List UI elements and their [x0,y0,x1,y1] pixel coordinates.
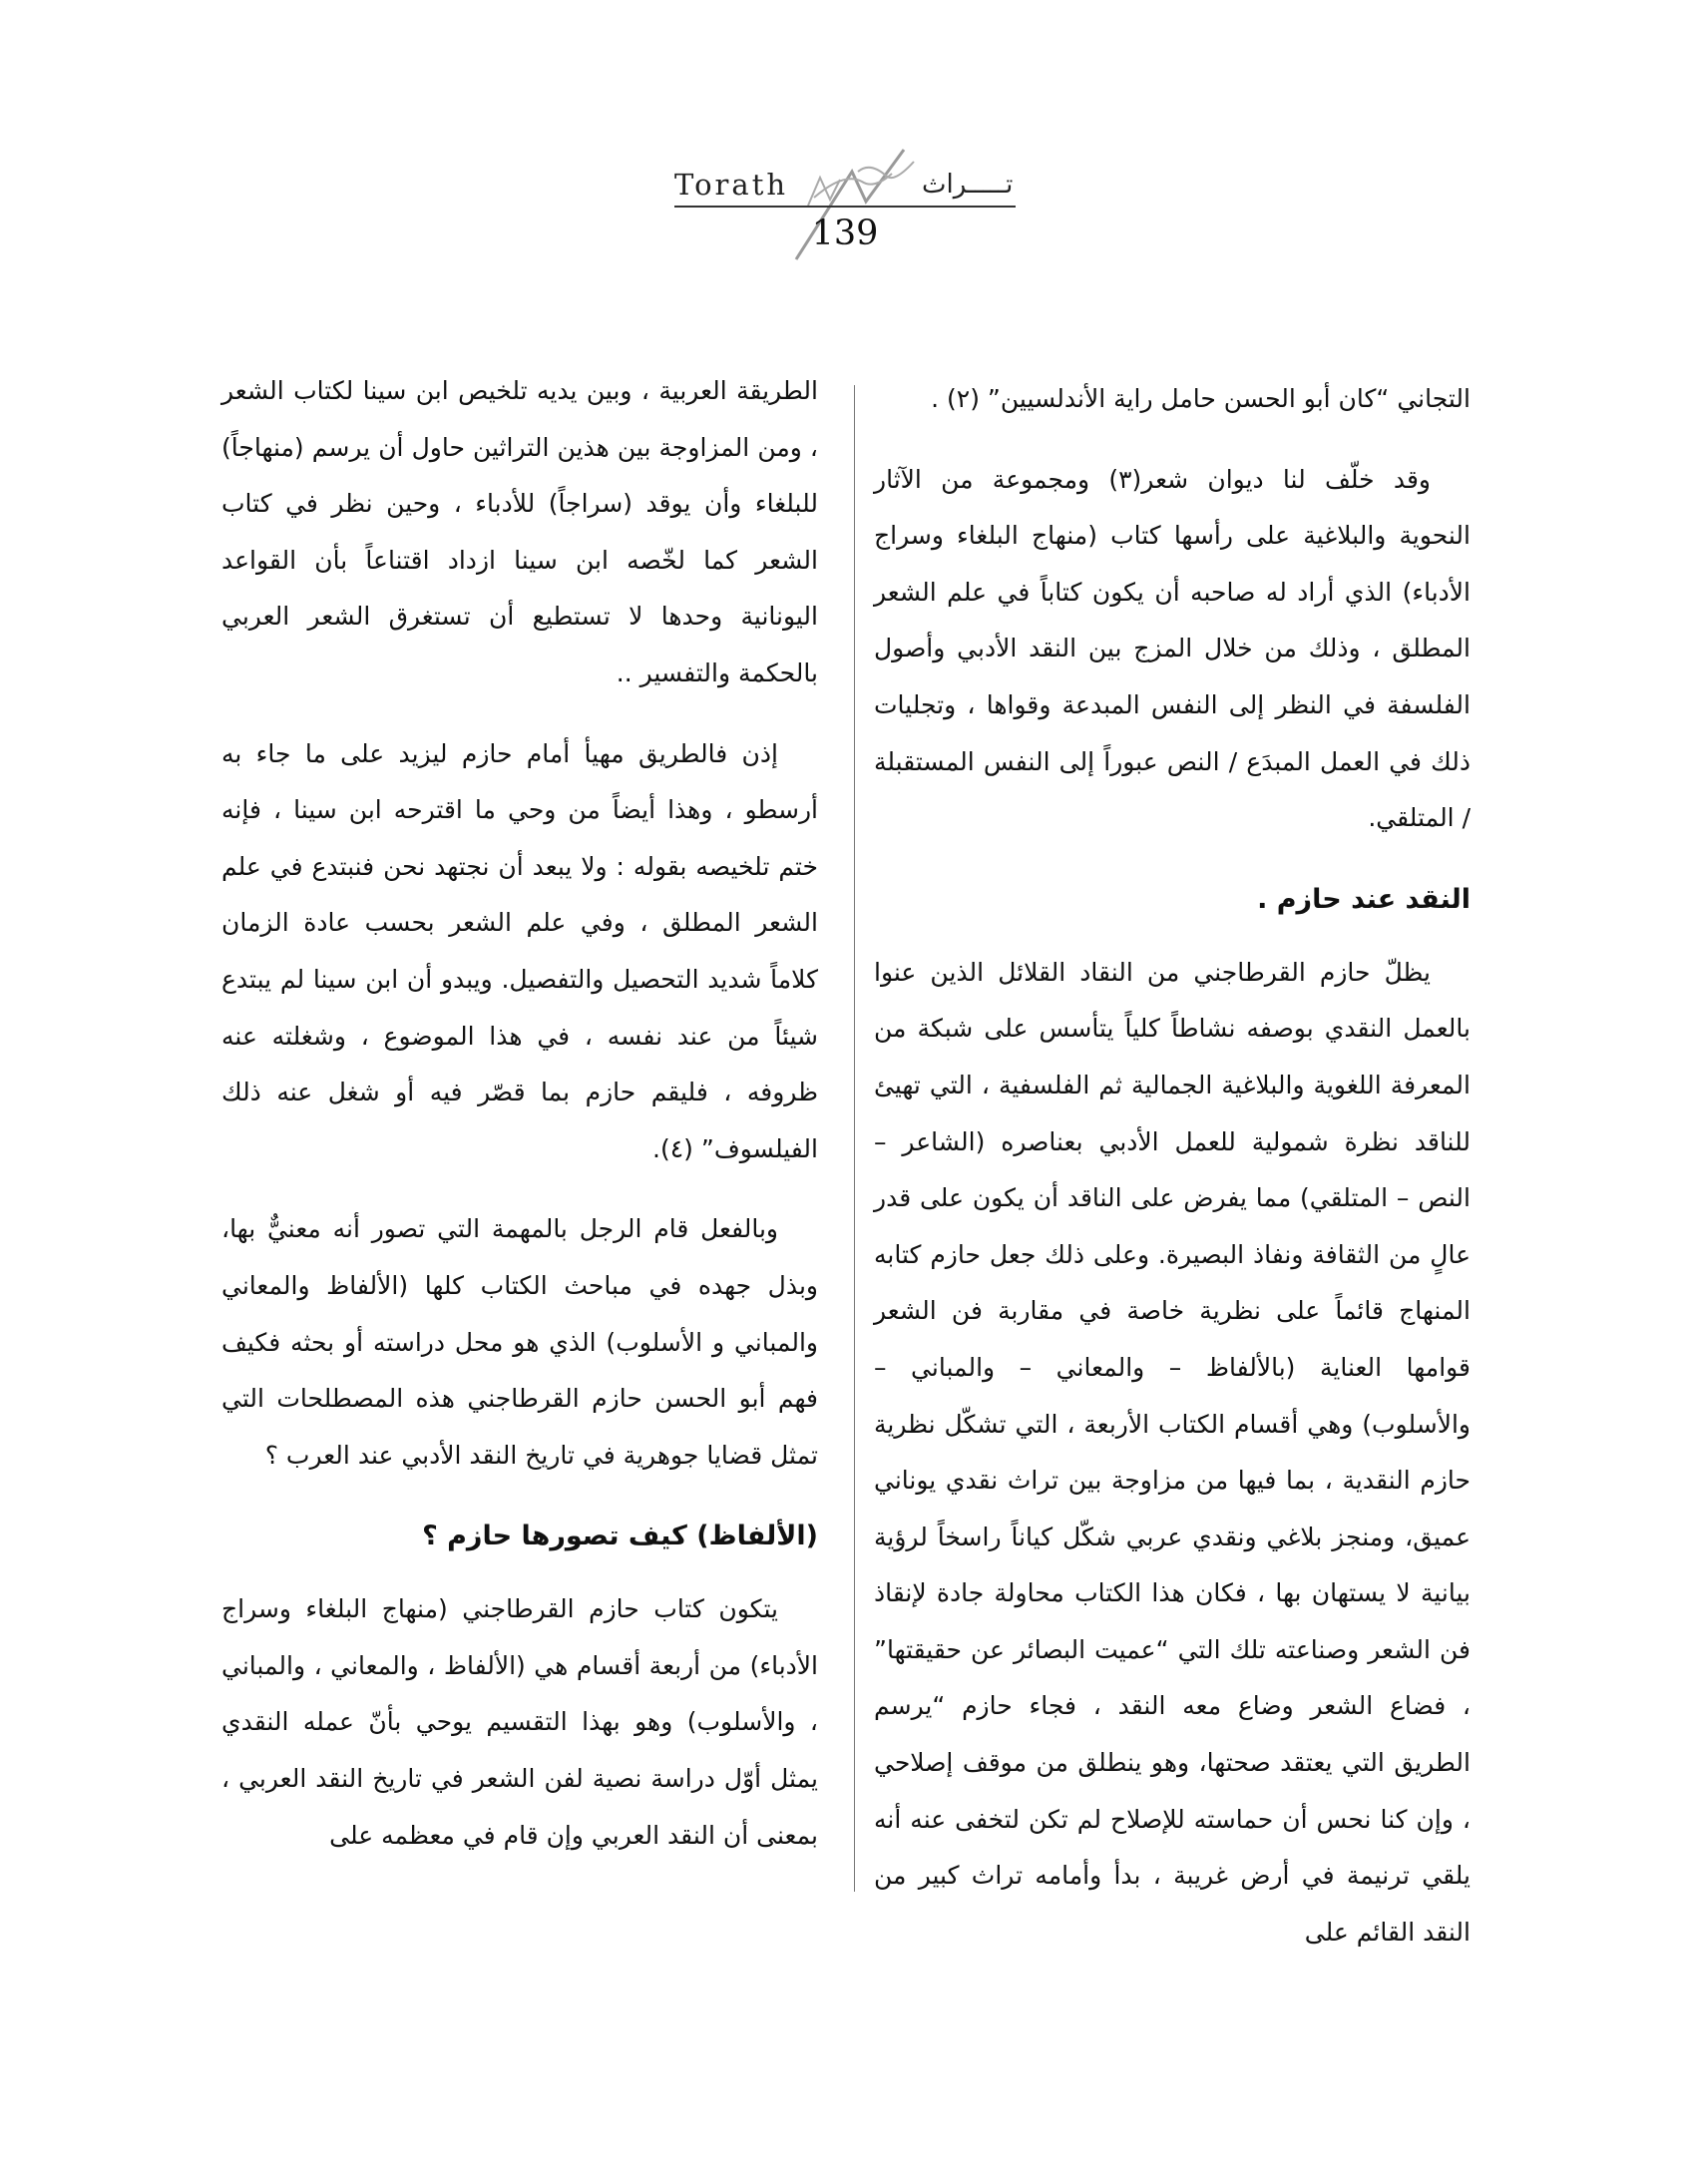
page-header [674,148,1016,257]
section-heading: النقد عند حازم . [1257,883,1471,915]
left-column [221,363,818,1888]
section-heading: (الألفاظ) كيف تصورها حازم ؟ [422,1521,818,1552]
paragraph: الطريقة العربية ، وبين يديه تلخيص ابن سينا لكتاب الشعر ، ومن المزاوجة بين هذين التراثين حاول أن يرسم (منهاجاً) للبلغاء وأن يوقد (سراجاً) للأدباء ، وحين نظر في كتاب الشعر كما لخّصه ابن سينا ازداد اقتناعاً بأن القواعد اليونانية وحدها لا تستطيع أن تستغرق الشعر العربي بالحكمة والتفسير .. [221,376,818,687]
journal-title-latin: Torath [674,168,789,202]
journal-title-arabic: تـــــراث [922,170,1014,200]
paragraph: إذن فالطريق مهيأ أمام حازم ليزيد على ما جاء به أرسطو ، وهذا أيضاً من وحي ما اقترحه ابن سينا ، فإنه ختم تلخيصه بقوله : ولا يبعد أن نجتهد نحن فنبتدع في علم الشعر المطلق ، وفي علم الشعر بحسب عادة الزمان كلاماً شديد التحصيل والتفصيل. ويبدو أن ابن سينا لم يبتدع شيئاً من عند نفسه ، في هذا الموضوع ، وشغلته عنه ظروفه ، فليقم حازم بما قصّر فيه أو شغل عنه ذلك الفيلسوف” (٤). [221,738,818,1163]
paragraph: وبالفعل قام الرجل بالمهمة التي تصور أنه معنيٌّ بها، وبذل جهده في مباحث الكتاب كلها (الألفاظ والمعاني والمباني و الأسلوب) الذي هو محل دراسته أو بحثه فكيف فهم أبو الحسن حازم القرطاجني هذه المصطلحات التي تمثل قضايا جوهرية في تاريخ النقد الأدبي عند العرب ؟ [221,1214,818,1470]
page-number: 139 [811,214,879,253]
column-divider [854,385,855,1892]
right-column [874,371,1471,1984]
paragraph: وقد خلّف لنا ديوان شعر(٣) ومجموعة من الآثار النحوية والبلاغية على رأسها كتاب (منهاج البلغاء وسراج الأدباء) الذي أراد له صاحبه أن يكون كتاباً في علم الشعر المطلق ، وذلك من خلال المزج بين النقد الأدبي وأصول الفلسفة في النظر إلى النفس المبدعة وقواها ، وتجليات ذلك في العمل المبدَع / النص عبوراً إلى النفس المستقبلة / المتلقي. [874,464,1471,833]
paragraph: يتكون كتاب حازم القرطاجني (منهاج البلغاء وسراج الأدباء) من أربعة أقسام هي (الألفاظ ، والمعاني ، والمباني ، والأسلوب) وهو بهذا التقسيم يوحي بأنّ عمله النقدي يمثل أوّل دراسة نصية لفن الشعر في تاريخ النقد العربي ، بمعنى أن النقد العربي وإن قام في معظمه على [221,1594,818,1850]
paragraph: يظلّ حازم القرطاجني من النقاد القلائل الذين عنوا بالعمل النقدي بوصفه نشاطاً كلياً يتأسس على شبكة من المعرفة اللغوية والبلاغية الجمالية ثم الفلسفية ، التي تهيئ للناقد نظرة شمولية للعمل الأدبي بعناصره (الشاعر – النص – المتلقي) مما يفرض على الناقد أن يكون على قدر عالٍ من الثقافة ونفاذ البصيرة. وعلى ذلك جعل حازم كتابه المنهاج قائماً على نظرية خاصة في مقاربة فن الشعر قوامها العناية (بالألفاظ – والمعاني – والمباني – والأسلوب) وهي أقسام الكتاب الأربعة ، التي تشكّل نظرية حازم النقدية ، بما فيها من مزاوجة بين تراث نقدي يوناني عميق، ومنجز بلاغي ونقدي عربي شكّل كياناً راسخاً لرؤية بيانية لا يستهان بها ، فكان هذا الكتاب محاولة جادة لإنقاذ فن الشعر وصناعته تلك التي “عميت البصائر عن حقيقتها” ، فضاع الشعر وضاع معه النقد ، فجاء حازم “يرسم الطريق التي يعتقد صحتها، وهو ينطلق من موقف إصلاحي ، وإن كنا نحس أن حماسته للإصلاح لم تكن لتخفى عنه أنه يلقي ترنيمة في أرض غريبة ، بدأ وأمامه تراث كبير من النقد القائم على [874,957,1471,1947]
paragraph: التجاني “كان أبو الحسن حامل راية الأندلسيين” (٢) . [931,384,1471,413]
header-rule [674,206,1016,208]
